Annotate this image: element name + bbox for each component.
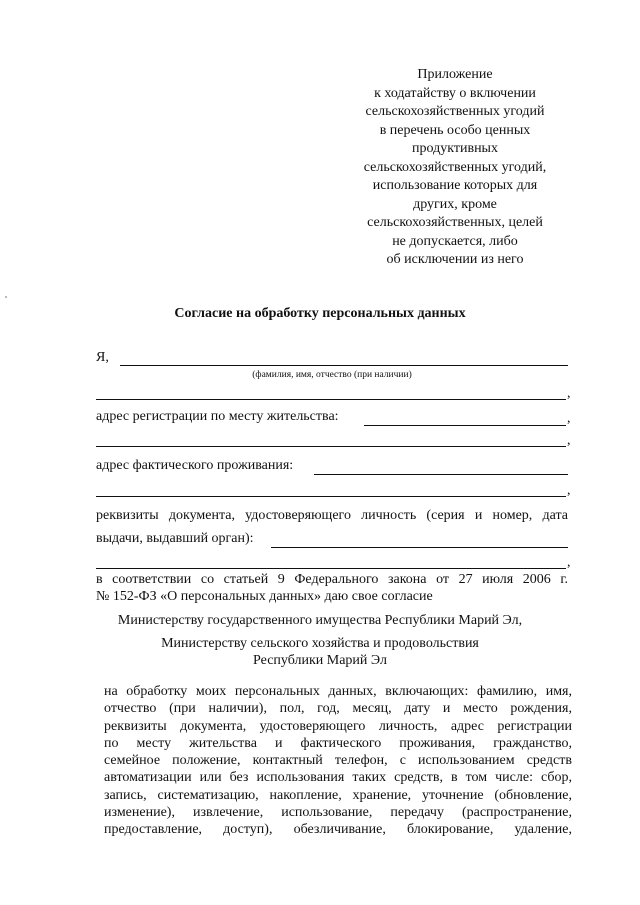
- actual-address-label: адрес фактического проживания:: [96, 458, 294, 473]
- appendix-line: не допускается, либо: [392, 233, 518, 249]
- paragraph-line: изменение), извлечение, использование, передачу (распространение,: [104, 805, 572, 821]
- law-reference-line: в соответствии со статьей 9 Федерального закона от 27 июля 2006 г.: [96, 572, 568, 587]
- comma: ,: [567, 483, 571, 498]
- paragraph-line: отчество (при наличии), пол, год, месяц, дату и место рождения,: [104, 701, 572, 717]
- recipient-ministry-agriculture-2: Республики Марий Эл: [253, 653, 387, 668]
- actual-address-field[interactable]: [314, 474, 568, 475]
- reg-address-label: адрес регистрации по месту жительства:: [96, 409, 339, 424]
- appendix-line: в перечень особо ценных: [379, 122, 531, 138]
- paragraph-line: запись, систематизацию, накопление, хранение, уточнение (обновление,: [104, 787, 572, 803]
- doc-details-label-2: выдачи, выдавший орган):: [96, 531, 254, 546]
- comma: ,: [567, 433, 571, 448]
- appendix-line: об исключении из него: [386, 252, 524, 267]
- paragraph-line: автоматизации или без использования таких средств, в том числе: сбор,: [104, 770, 572, 786]
- appendix-line: использование которых для: [372, 178, 538, 193]
- paragraph-line: по месту жительства и фактического проживания, гражданство,: [104, 735, 572, 751]
- recipient-ministry-property: Министерству государственного имущества Республики Марий Эл,: [117, 613, 523, 628]
- appendix-line: сельскохозяйственных угодий,: [363, 159, 547, 175]
- doc-details-continuation-field[interactable]: [96, 568, 566, 569]
- appendix-line: к ходатайству о включении: [374, 85, 536, 101]
- reg-address-continuation-field[interactable]: [96, 446, 566, 447]
- name-field[interactable]: [120, 365, 568, 366]
- appendix-line: Приложение: [417, 67, 493, 82]
- reg-address-field[interactable]: [364, 425, 566, 426]
- recipient-ministry-agriculture: Министерству сельского хозяйства и продовольствия: [161, 636, 479, 651]
- scan-speck: [5, 296, 7, 298]
- name-field-hint: (фамилия, имя, отчество (при наличии): [252, 370, 412, 380]
- i-label: Я,: [96, 350, 109, 365]
- name-continuation-field[interactable]: [96, 399, 566, 400]
- paragraph-line: предоставление, доступ), обезличивание, блокирование, удаление,: [104, 822, 572, 838]
- consent-paragraph: [104, 683, 572, 839]
- appendix-line: других, кроме: [413, 196, 497, 212]
- comma: ,: [567, 555, 571, 570]
- actual-address-continuation-field[interactable]: [96, 496, 566, 497]
- appendix-line: сельскохозяйственных, целей: [367, 215, 543, 230]
- comma: ,: [567, 386, 571, 401]
- law-reference-line-2: № 152-ФЗ «О персональных данных» даю свое согласие: [96, 589, 433, 604]
- doc-details-field[interactable]: [271, 547, 568, 548]
- document-title: Согласие на обработку персональных данных: [174, 306, 466, 321]
- doc-details-label: реквизиты документа, удостоверяющего личность (серия и номер, дата: [96, 508, 568, 523]
- paragraph-line: реквизиты документа, удостоверяющего личность, адрес регистрации: [104, 718, 572, 734]
- comma: ,: [567, 411, 571, 426]
- paragraph-line: семейное положение, контактный телефон, с использованием средств: [104, 753, 572, 769]
- appendix-line: сельскохозяйственных угодий: [365, 104, 545, 119]
- appendix-header: [350, 66, 560, 270]
- paragraph-line: на обработку моих персональных данных, включающих: фамилию, имя,: [104, 684, 572, 699]
- appendix-line: продуктивных: [412, 141, 498, 156]
